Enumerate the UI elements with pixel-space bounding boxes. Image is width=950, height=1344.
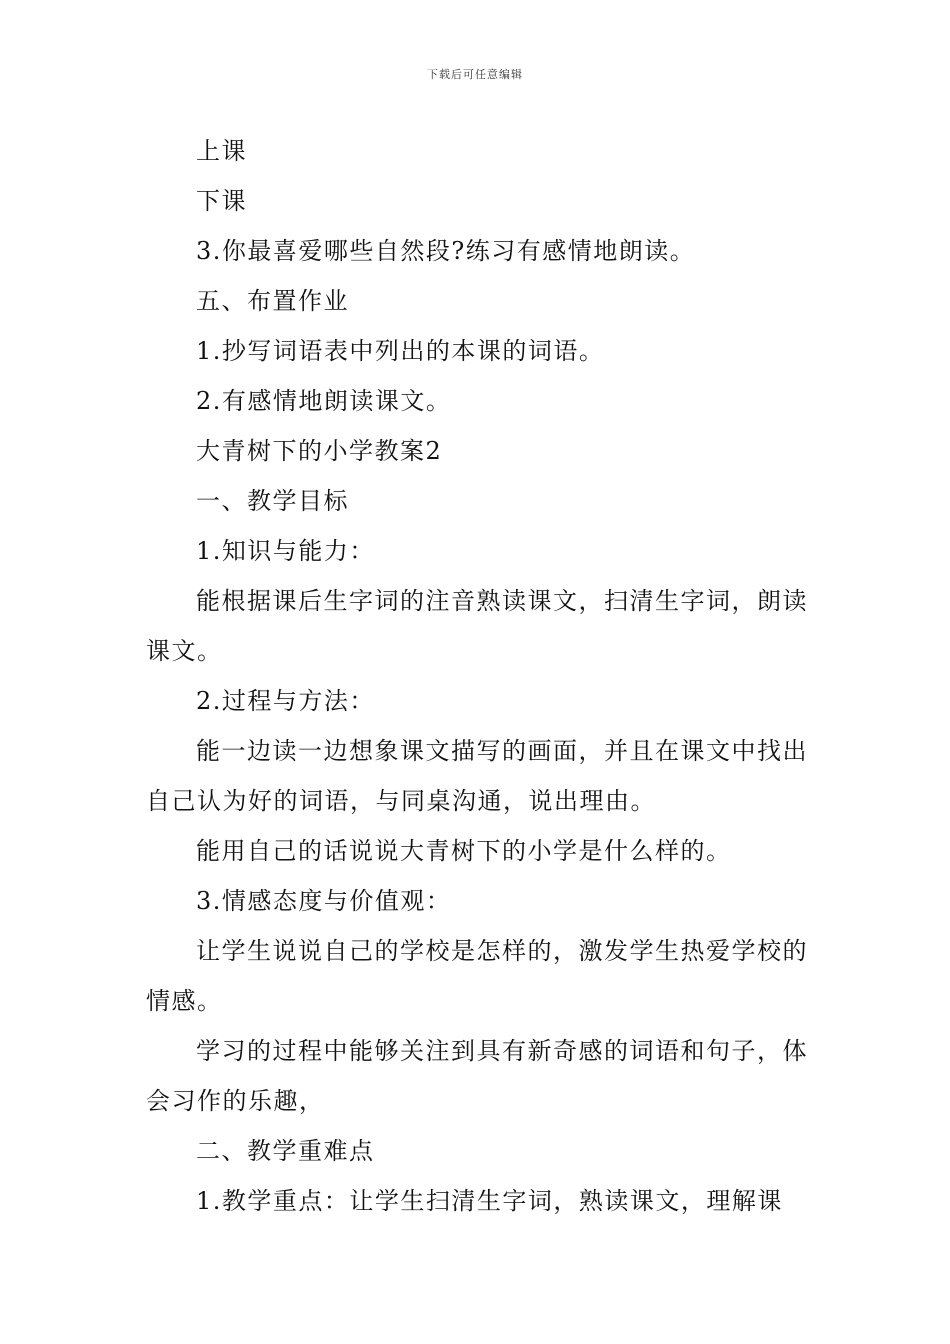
subsection-heading: 2.过程与方法： — [196, 687, 375, 715]
section-heading: 五、布置作业 — [196, 287, 349, 315]
paragraph: 能一边读一边想象课文描写的画面，并且在课文中找出自己认为好的词语，与同桌沟通，说出理由。 — [146, 737, 808, 815]
paragraph: 让学生说说自己的学校是怎样的，激发学生热爱学校的情感。 — [146, 937, 808, 1015]
paragraph: 下课 — [196, 187, 247, 215]
paragraph: 学习的过程中能够关注到具有新奇感的词语和句子，体会习作的乐趣， — [146, 1037, 808, 1115]
document-title: 大青树下的小学教案2 — [196, 437, 443, 465]
paragraph: 能根据课后生字词的注音熟读课文，扫清生字词，朗读课文。 — [146, 587, 808, 665]
paragraph: 1.抄写词语表中列出的本课的词语。 — [196, 337, 605, 365]
subsection-heading: 1.知识与能力： — [196, 537, 375, 565]
subsection-heading: 3.情感态度与价值观： — [196, 887, 452, 915]
paragraph: 能用自己的话说说大青树下的小学是什么样的。 — [196, 837, 732, 865]
paragraph: 1.教学重点：让学生扫清生字词，熟读课文，理解课 — [196, 1187, 783, 1215]
document-body — [146, 126, 816, 1226]
paragraph: 3.你最喜爱哪些自然段?练习有感情地朗读。 — [196, 237, 696, 265]
section-heading: 一、教学目标 — [196, 487, 349, 515]
paragraph: 上课 — [196, 137, 247, 165]
paragraph: 2.有感情地朗读课文。 — [196, 387, 452, 415]
section-heading: 二、教学重难点 — [196, 1137, 375, 1165]
page-header: 下载后可任意编辑 — [427, 68, 523, 81]
